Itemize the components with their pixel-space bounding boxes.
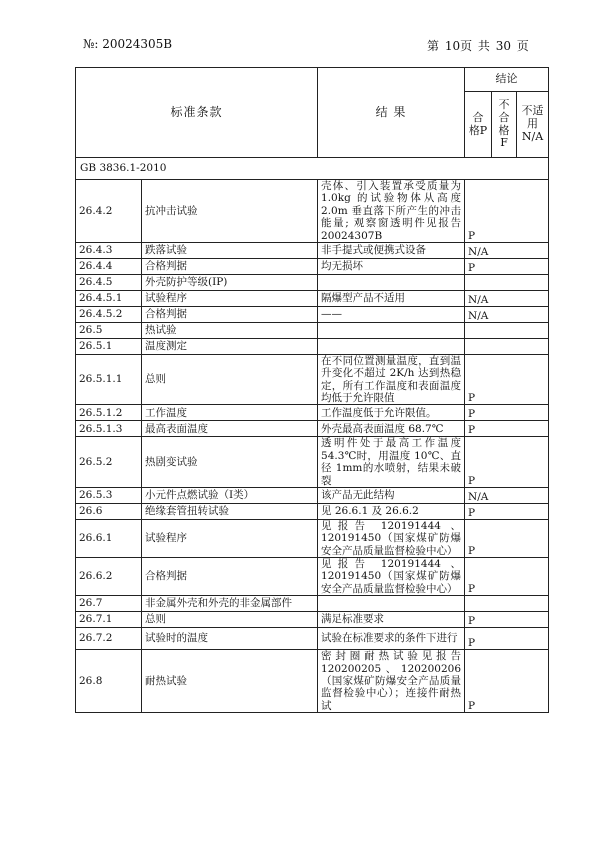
clause-title: 绝缘套管扭转试验 <box>142 503 318 519</box>
table-row <box>76 322 549 338</box>
result-text: 壳体、引入装置承受质量为1.0kg 的试验物体从高度2.0m 垂直落下所产生的冲击能量; 观察窗透明件见报告20024307B <box>318 180 465 243</box>
table-row <box>76 354 549 405</box>
result-text: 非手提式或便携式设备 <box>318 242 465 258</box>
clause-title: 跌落试验 <box>142 242 318 258</box>
table-row <box>76 306 549 322</box>
page-info: 第 10页 共 30 页 <box>427 39 529 53</box>
clause-title: 试验时的温度 <box>142 628 318 650</box>
result-text: 隔爆型产品不适用 <box>318 290 465 306</box>
verdict: P <box>465 180 549 243</box>
clause-header: 标准条款 <box>76 68 318 158</box>
clause-number: 26.5 <box>76 322 142 338</box>
inspection-table <box>75 67 549 713</box>
result-text: 满足标准要求 <box>318 612 465 628</box>
clause-number: 26.4.5 <box>76 274 142 290</box>
na-header: 不适用N/A <box>517 92 549 158</box>
report-number: №: 20024305B <box>83 37 173 51</box>
result-text <box>318 338 465 354</box>
verdict: N/A <box>465 306 549 322</box>
verdict <box>465 274 549 290</box>
table-row <box>76 242 549 258</box>
verdict: P <box>465 258 549 274</box>
clause-title: 耐热试验 <box>142 650 318 713</box>
verdict: N/A <box>465 242 549 258</box>
clause-number: 26.5.1.3 <box>76 421 142 437</box>
clause-number: 26.6.1 <box>76 519 142 557</box>
table-row <box>76 274 549 290</box>
verdict: P <box>465 519 549 557</box>
verdict: P <box>465 405 549 421</box>
result-text <box>318 274 465 290</box>
standard-row <box>76 158 549 180</box>
verdict: P <box>465 421 549 437</box>
clause-number: 26.6.2 <box>76 558 142 596</box>
conclusion-header: 结论 <box>465 68 549 92</box>
clause-number: 26.5.3 <box>76 487 142 503</box>
verdict: P <box>465 354 549 405</box>
clause-number: 26.4.5.2 <box>76 306 142 322</box>
result-text: 密封圈耐热试验见报告120200205、120200206（国家煤矿防爆安全产品质量监督检验中心）；连接件耐热试 <box>318 650 465 713</box>
result-text: 见 26.6.1 及 26.6.2 <box>318 503 465 519</box>
result-text: 试验在标准要求的条件下进行 <box>318 628 465 650</box>
result-text: 见报告 120191444 、120191450（国家煤矿防爆安全产品质量监督检验中心） <box>318 558 465 596</box>
table-row <box>76 180 549 243</box>
clause-number: 26.7 <box>76 596 142 612</box>
table-row <box>76 628 549 650</box>
clause-title: 工作温度 <box>142 405 318 421</box>
result-text <box>318 596 465 612</box>
table-row <box>76 596 549 612</box>
verdict <box>465 338 549 354</box>
clause-title: 最高表面温度 <box>142 421 318 437</box>
clause-title: 试验程序 <box>142 519 318 557</box>
clause-title: 合格判据 <box>142 306 318 322</box>
result-text: 外壳最高表面温度 68.7℃ <box>318 421 465 437</box>
clause-title: 温度测定 <box>142 338 318 354</box>
table-row <box>76 338 549 354</box>
result-text: 工作温度低于允许限值。 <box>318 405 465 421</box>
clause-title: 合格判据 <box>142 258 318 274</box>
standard-code: GB 3836.1-2010 <box>76 158 549 180</box>
table-row <box>76 558 549 596</box>
clause-title: 总则 <box>142 612 318 628</box>
clause-title: 小元件点燃试验（Ⅰ类） <box>142 487 318 503</box>
verdict: P <box>465 612 549 628</box>
clause-number: 26.4.4 <box>76 258 142 274</box>
clause-title: 非金属外壳和外壳的非金属部件 <box>142 596 318 612</box>
clause-number: 26.4.3 <box>76 242 142 258</box>
verdict: P <box>465 437 549 488</box>
clause-number: 26.7.2 <box>76 628 142 650</box>
clause-title: 热试验 <box>142 322 318 338</box>
table-row <box>76 650 549 713</box>
result-text <box>318 322 465 338</box>
table-row <box>76 258 549 274</box>
result-text: 均无损坏 <box>318 258 465 274</box>
result-text: 在不同位置测量温度，直到温升变化不超过 2K/h 达到热稳定，所有工作温度和表面温度均低于允许限值 <box>318 354 465 405</box>
table-row <box>76 437 549 488</box>
table-row <box>76 405 549 421</box>
clause-number: 26.5.1.2 <box>76 405 142 421</box>
verdict: P <box>465 503 549 519</box>
clause-title: 外壳防护等级(IP) <box>142 274 318 290</box>
clause-number: 26.8 <box>76 650 142 713</box>
verdict: P <box>465 650 549 713</box>
verdict <box>465 596 549 612</box>
verdict: N/A <box>465 290 549 306</box>
clause-number: 26.4.2 <box>76 180 142 243</box>
clause-title: 总则 <box>142 354 318 405</box>
clause-title: 合格判据 <box>142 558 318 596</box>
verdict: N/A <box>465 487 549 503</box>
fail-header: 不合格F <box>492 92 517 158</box>
result-header: 结 果 <box>318 68 465 158</box>
result-text: —— <box>318 306 465 322</box>
verdict: P <box>465 628 549 650</box>
result-text: 透明件处于最高工作温度54.3℃时，用温度 10℃、直径 1mm的水喷射，结果未破裂 <box>318 437 465 488</box>
table-row <box>76 487 549 503</box>
table-row <box>76 290 549 306</box>
clause-number: 26.5.2 <box>76 437 142 488</box>
table-row <box>76 612 549 628</box>
clause-title: 抗冲击试验 <box>142 180 318 243</box>
clause-number: 26.5.1.1 <box>76 354 142 405</box>
clause-number: 26.5.1 <box>76 338 142 354</box>
header-row <box>76 68 549 92</box>
verdict <box>465 322 549 338</box>
result-text: 见报告 120191444 、120191450（国家煤矿防爆安全产品质量监督检验中心） <box>318 519 465 557</box>
verdict: P <box>465 558 549 596</box>
table-row <box>76 503 549 519</box>
pass-header: 合格P <box>465 92 492 158</box>
result-text: 该产品无此结构 <box>318 487 465 503</box>
table-row <box>76 519 549 557</box>
clause-number: 26.4.5.1 <box>76 290 142 306</box>
table-row <box>76 421 549 437</box>
clause-title: 试验程序 <box>142 290 318 306</box>
clause-title: 热剧变试验 <box>142 437 318 488</box>
clause-number: 26.6 <box>76 503 142 519</box>
clause-number: 26.7.1 <box>76 612 142 628</box>
